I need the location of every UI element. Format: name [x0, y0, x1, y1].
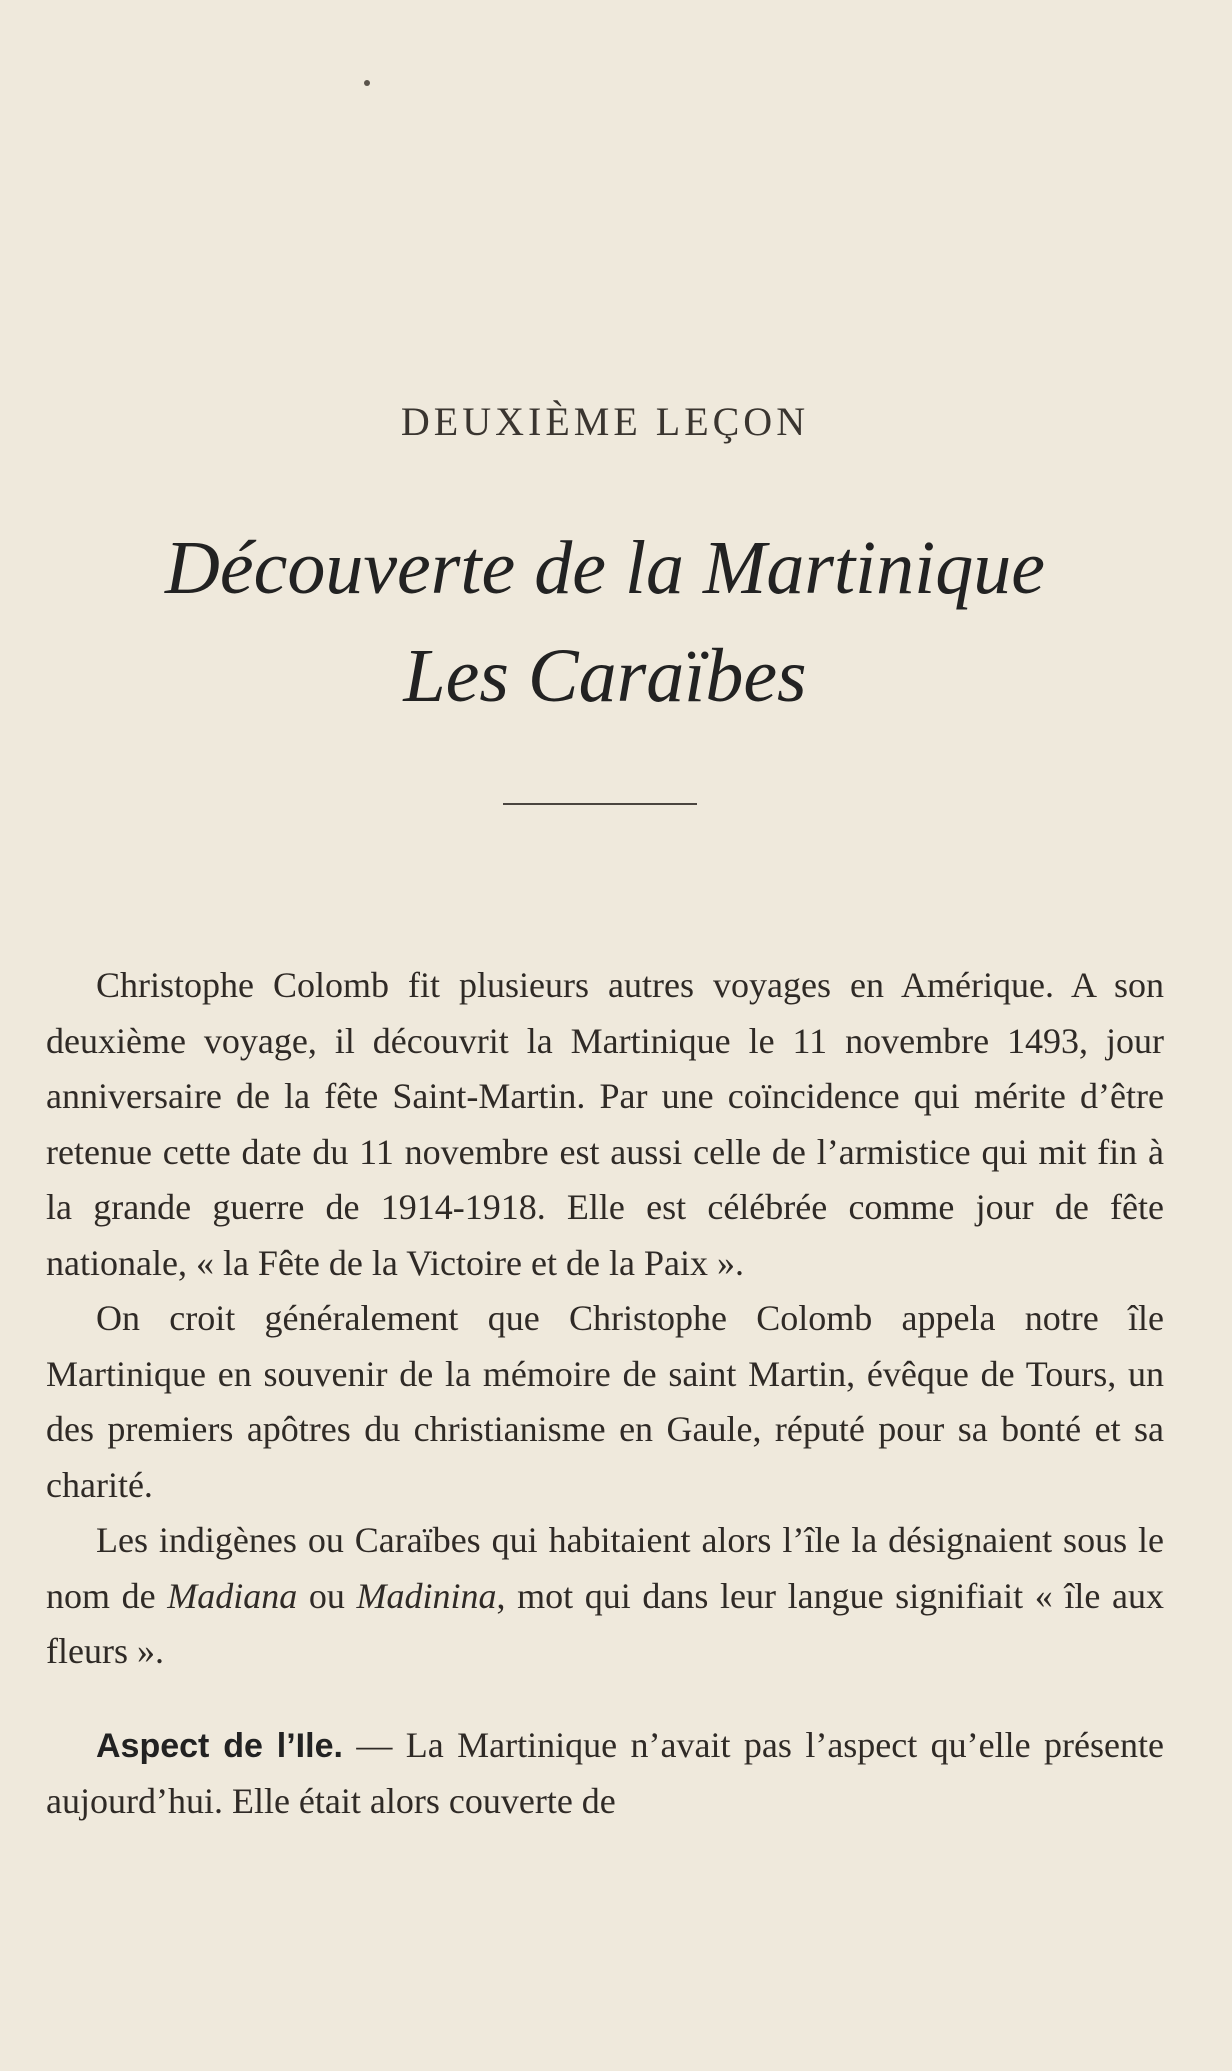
name-madiana: Madiana	[167, 1575, 298, 1616]
title-line-2: Les Caraïbes	[403, 634, 807, 718]
paragraph-3-part-3: , mot qui dans leur langue signifiait « île aux fleurs ».	[46, 1575, 1165, 1671]
name-madinina: Madinina	[356, 1575, 497, 1616]
section-heading: Aspect de l’Ile.	[96, 1726, 343, 1765]
ink-dot	[364, 80, 370, 86]
body-text	[46, 958, 1164, 1830]
paragraph-2: On croit généralement que Christophe Colomb appela notre île Martinique en souvenir de la mémoire de saint Martin, évêque de Tours, un des premiers apôtres du christianisme en Gaule, réputé pour sa bonté et sa charité.	[46, 1298, 1164, 1505]
divider-rule	[503, 803, 697, 805]
section-paragraph	[46, 1718, 1164, 1830]
paragraph-3-part-1: Les indigènes ou Caraïbes qui habitaient alors l’île la désignaient sous le nom de	[46, 1520, 1164, 1616]
paragraph-3	[46, 1513, 1164, 1680]
lesson-heading: DEUXIÈME LEÇON	[400, 399, 810, 444]
paragraph-3-part-2: ou	[297, 1575, 357, 1616]
title-line-1: Découverte de la Martinique	[164, 526, 1046, 610]
paragraph-1: Christophe Colomb fit plusieurs autres voyages en Amérique. A son deuxième voyage, il découvrit la Martinique le 11 novembre 1493, jour anniversaire de la fête Saint-Martin. Par une coïncidence qui mérite d’être retenue cette date du 11 novembre est aussi celle de l’armistice qui mit fin à la grande guerre de 1914-1918. Elle est célébrée comme jour de fête nationale, « la Fête de la Victoire et de la Paix ».	[46, 965, 1164, 1283]
section-text: — La Martinique n’avait pas l’aspect qu’elle présente aujourd’hui. Elle était alors couverte de	[46, 1724, 1164, 1821]
